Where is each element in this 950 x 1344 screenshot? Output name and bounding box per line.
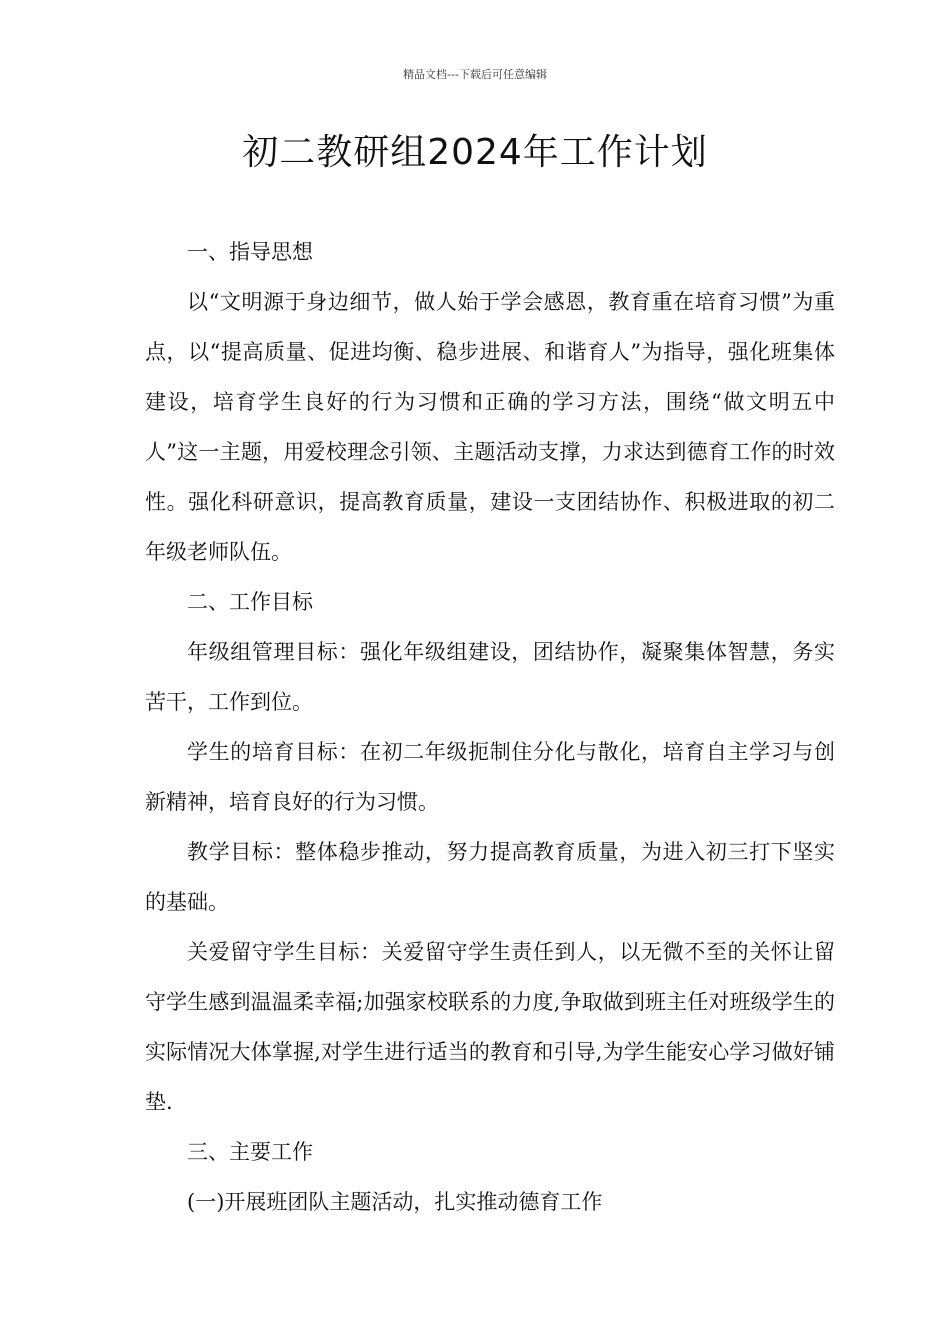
paragraph-grade-management-goal: 年级组管理目标：强化年级组建设，团结协作，凝聚集体智慧，务实苦干，工作到位。 xyxy=(145,640,835,714)
paragraph-guiding-ideology: 以“文明源于身边细节，做人始于学会感恩，教育重在培育习惯”为重点，以“提高质量、促进均衡、稳步进展、和谐育人”为指导，强化班集体建设，培育学生良好的行为习惯和正确的学习方法，围绕“做文明五中人”这一主题，用爱校理念引领、主题活动支撑，力求达到德育工作的时效性。强化科研意识，提高教育质量，建设一支团结协作、积极进取的初二年级老师队伍。 xyxy=(145,290,835,564)
paragraph-left-behind-students-goal: 关爱留守学生目标：关爱留守学生责任到人，以无微不至的关怀让留守学生感到温温柔幸福;加强家校联系的力度,争取做到班主任对班级学生的实际情况大体掌握,对学生进行适当的教育和引导,为学生能安心学习做好铺垫. xyxy=(145,940,835,1114)
document-body xyxy=(145,227,835,1227)
heading-guiding-ideology: 一、指导思想 xyxy=(187,240,313,264)
document-title: 初二教研组2024年工作计划 xyxy=(242,132,708,173)
paragraph-teaching-goal: 教学目标：整体稳步推动，努力提高教育质量，为进入初三打下坚实的基础。 xyxy=(145,840,835,914)
subheading-class-activities: (一)开展班团队主题活动，扎实推动德育工作 xyxy=(187,1190,603,1214)
header-note: 精品文档---下载后可任意编辑 xyxy=(403,68,547,81)
paragraph-student-cultivation-goal: 学生的培育目标：在初二年级扼制住分化与散化，培育自主学习与创新精神，培育良好的行为习惯。 xyxy=(145,740,835,814)
heading-work-goals: 二、工作目标 xyxy=(187,590,313,614)
heading-main-work: 三、主要工作 xyxy=(187,1140,313,1164)
